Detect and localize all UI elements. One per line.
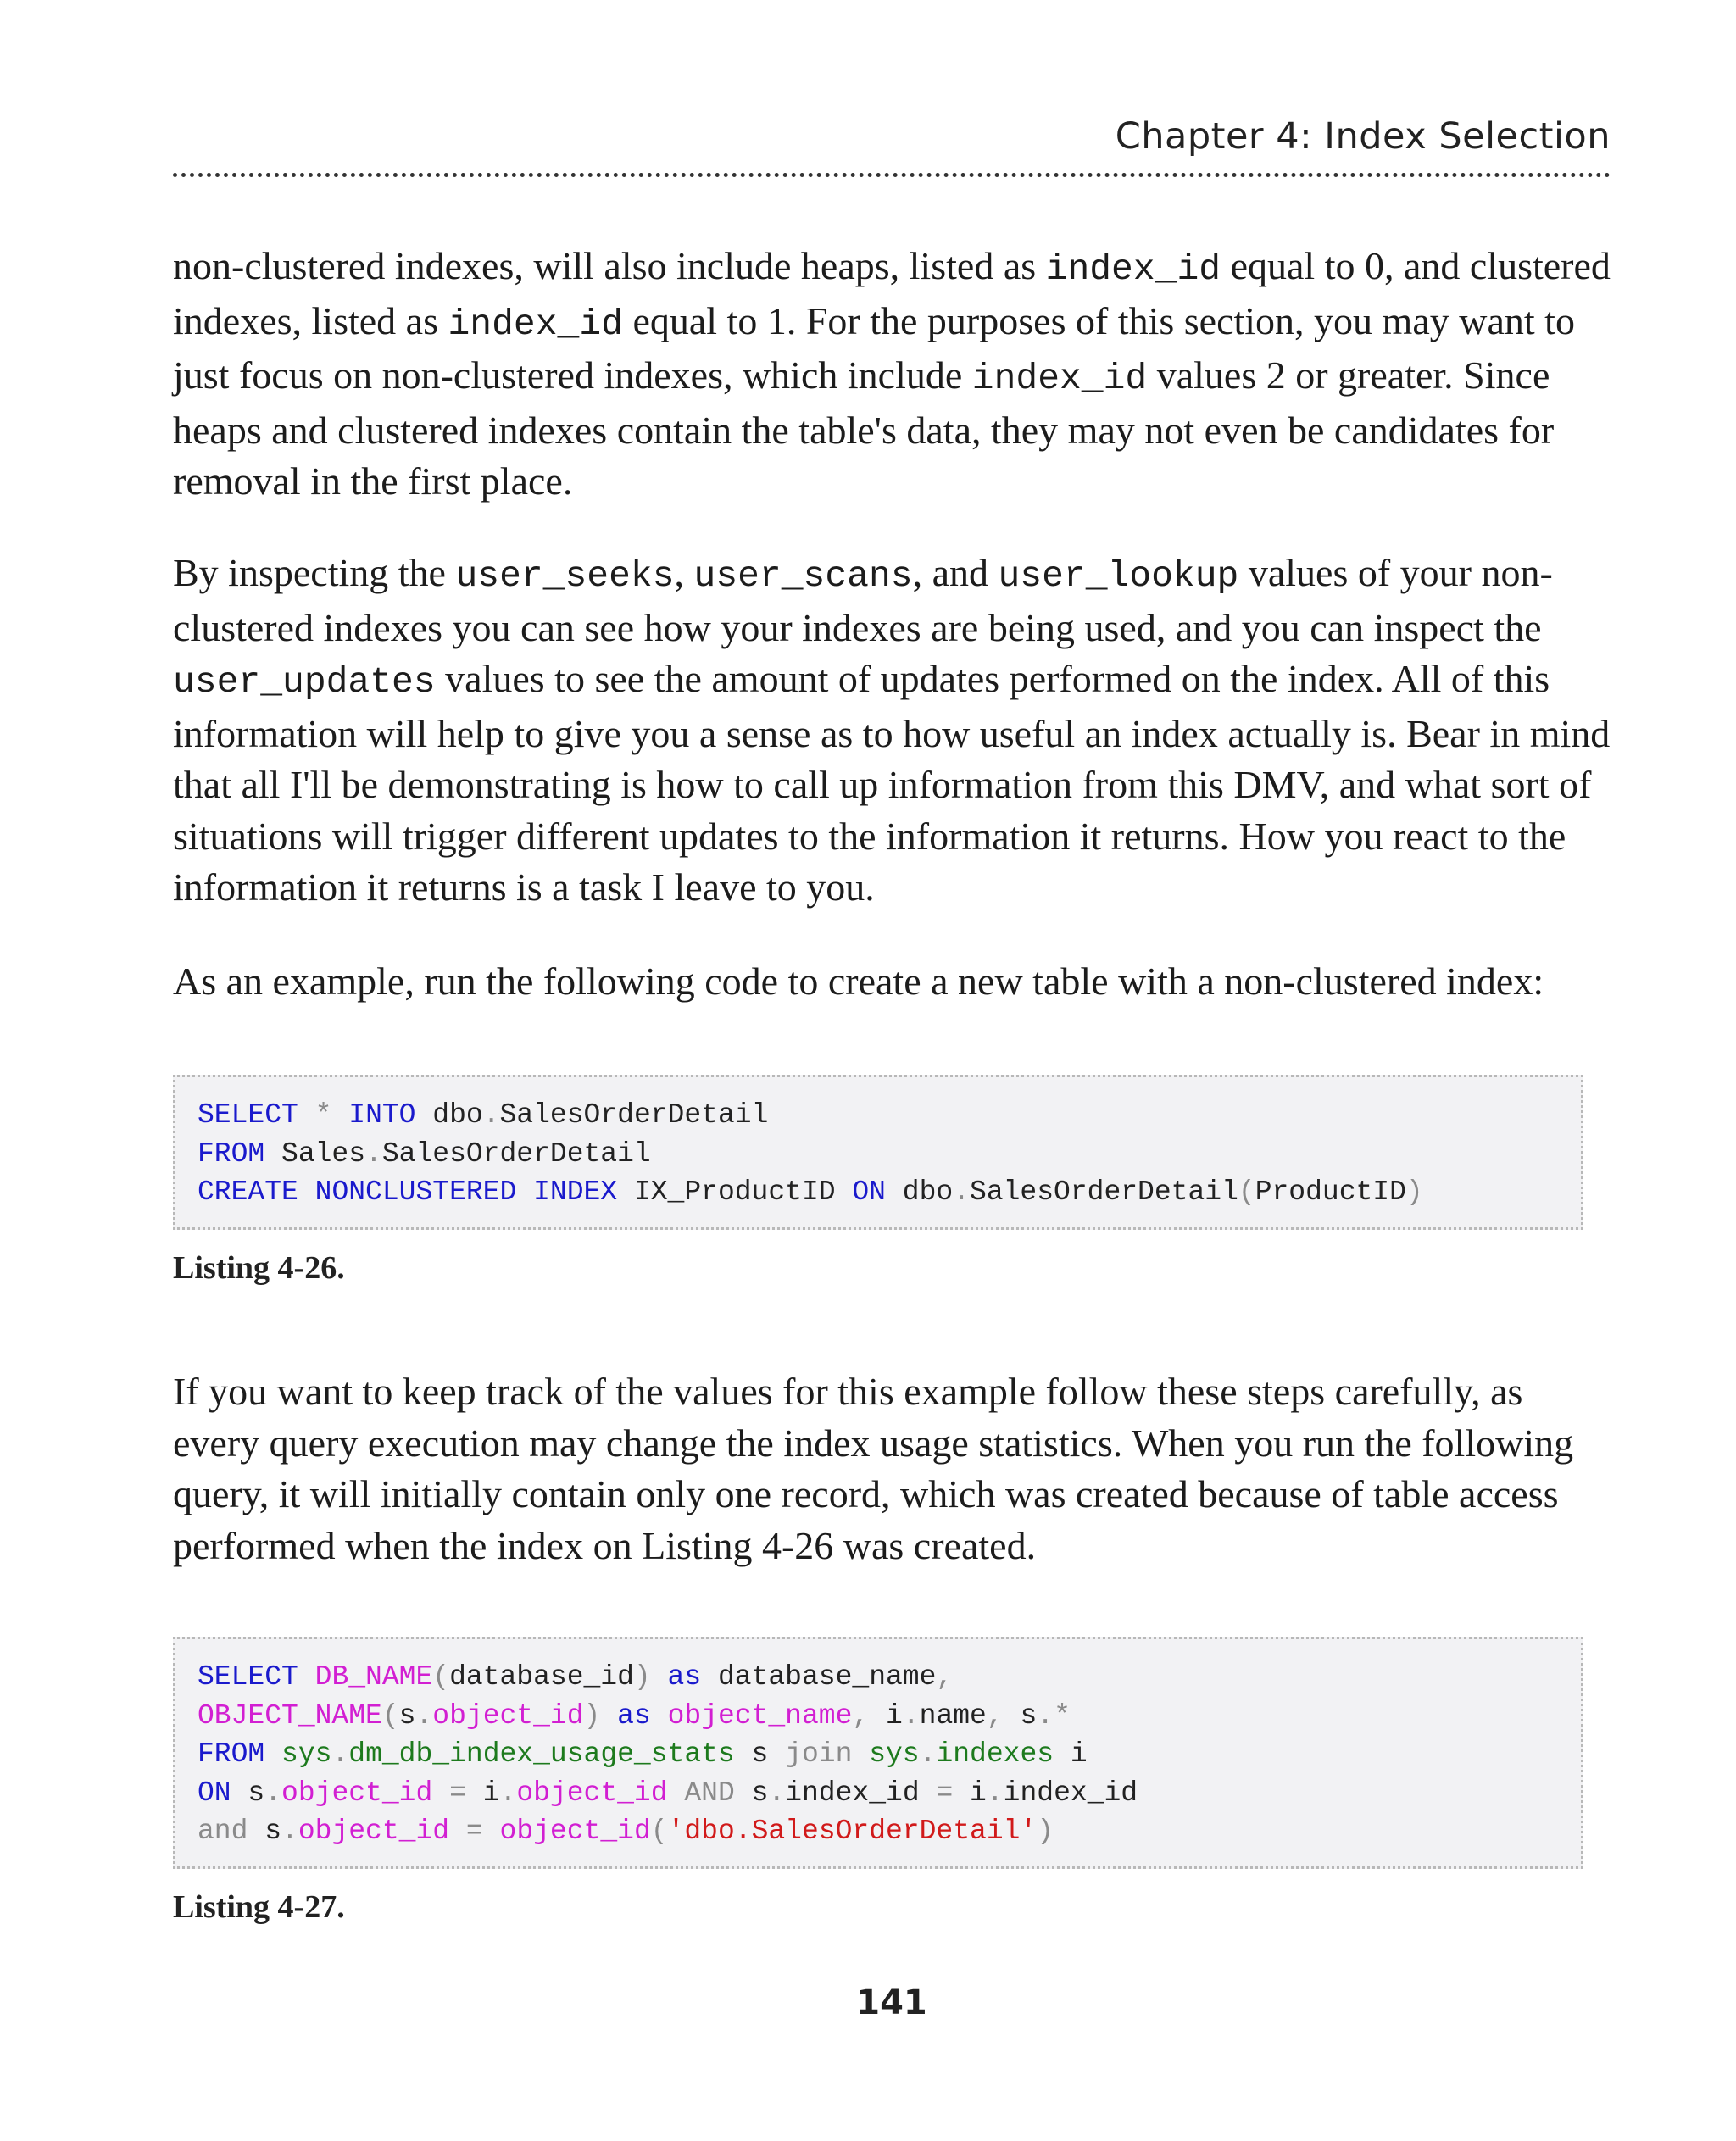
code-token: NONCLUSTERED	[314, 1176, 517, 1208]
running-header: Chapter 4: Index Selection	[1115, 115, 1611, 158]
code-token: i	[869, 1699, 903, 1732]
code-token: s	[398, 1699, 416, 1732]
code-line	[198, 1812, 1569, 1851]
code-token	[331, 1099, 348, 1131]
code-token: (	[432, 1661, 450, 1693]
code-token: object_id	[499, 1816, 651, 1847]
code-token: .	[365, 1137, 382, 1170]
code-token: .	[331, 1738, 349, 1770]
code-line	[198, 1658, 1569, 1697]
code-token	[264, 1738, 281, 1770]
text-run: equal to 0, and clustered indexes, listed as	[173, 244, 1611, 342]
code-token: database_id	[449, 1661, 634, 1693]
code-line	[198, 1173, 1569, 1212]
code-token: (	[1238, 1176, 1255, 1208]
code-line	[198, 1096, 1569, 1135]
code-token: join	[785, 1738, 853, 1770]
code-token: s	[1003, 1699, 1038, 1732]
code-token: )	[583, 1699, 601, 1732]
text-run: values 2 or greater. Since heaps and clustered indexes contain the table's data, they may not even be candidates for removal in the first place.	[173, 353, 1555, 503]
code-line	[198, 1735, 1569, 1774]
code-token: object_id	[281, 1777, 433, 1809]
code-token: i	[1054, 1738, 1088, 1770]
code-token: DB_NAME	[314, 1661, 433, 1693]
text-run: By inspecting the	[173, 551, 456, 594]
code-token: name	[919, 1699, 987, 1732]
code-token: )	[633, 1661, 651, 1693]
code-token: s	[231, 1777, 265, 1809]
listing-caption-4-27: Listing 4-27.	[173, 1889, 345, 1925]
code-token: *	[314, 1099, 332, 1131]
code-token: )	[1405, 1176, 1423, 1208]
code-token	[298, 1176, 315, 1208]
code-token: s	[248, 1816, 282, 1847]
code-token: ,	[852, 1699, 870, 1732]
code-token	[449, 1816, 466, 1847]
code-token: ON	[852, 1176, 886, 1208]
code-token: SELECT	[198, 1661, 298, 1693]
code-token: .	[1037, 1699, 1054, 1732]
code-token: as	[667, 1661, 702, 1693]
code-token: ,	[986, 1699, 1004, 1732]
code-token: .	[768, 1777, 786, 1809]
code-token: index_id	[1003, 1777, 1138, 1809]
code-token: .	[415, 1699, 433, 1732]
code-token	[432, 1777, 449, 1809]
code-token: SalesOrderDetail	[970, 1176, 1238, 1208]
code-token: )	[1037, 1816, 1054, 1847]
code-token: INTO	[348, 1099, 416, 1131]
code-token: FROM	[198, 1738, 265, 1770]
code-token	[483, 1816, 500, 1847]
code-token	[516, 1176, 533, 1208]
header-divider	[173, 173, 1611, 177]
code-token	[298, 1099, 315, 1131]
text-run: non-clustered indexes, will also include heaps, listed as	[173, 244, 1046, 287]
inline-code: index_id	[448, 303, 623, 345]
code-token: .	[919, 1738, 937, 1770]
code-token	[298, 1661, 315, 1693]
code-token: .	[986, 1777, 1004, 1809]
code-token	[651, 1700, 668, 1732]
code-token: index_id	[785, 1777, 937, 1809]
listing-caption-4-26: Listing 4-26.	[173, 1250, 345, 1286]
page-number: 141	[856, 1983, 927, 2022]
code-token: .	[264, 1777, 282, 1809]
inline-code: user_lookup	[998, 555, 1239, 597]
code-token: s	[734, 1777, 769, 1809]
code-token: object_id	[298, 1816, 450, 1847]
code-token: object_id	[432, 1699, 584, 1732]
inline-code: index_id	[1045, 248, 1221, 290]
code-token: Sales	[264, 1137, 366, 1170]
code-token: =	[465, 1816, 483, 1847]
code-token: FROM	[198, 1137, 265, 1170]
code-token: INDEX	[533, 1176, 618, 1208]
code-token: i	[465, 1777, 500, 1809]
code-token: .	[482, 1099, 500, 1131]
code-line	[198, 1697, 1569, 1736]
code-token: (	[650, 1816, 668, 1847]
text-run: ,	[674, 551, 694, 594]
text-run: values to see the amount of updates performed on the index. All of this information will help to give you a sense as to how useful an index actually is. Bear in mind that all I'll be demonstrating is how to call up information from this DMV, and what sort of situations will trigger different updates to the information it returns. How you react to the information it returns is a task I leave to you.	[173, 657, 1611, 909]
paragraph-usage-columns	[173, 548, 1611, 914]
code-token: SalesOrderDetail	[381, 1137, 651, 1170]
inline-code: index_id	[971, 358, 1148, 399]
code-token: CREATE	[198, 1176, 298, 1208]
code-token: .	[953, 1176, 971, 1208]
code-token: as	[617, 1699, 651, 1732]
code-token: *	[1054, 1699, 1071, 1732]
code-token: sys	[869, 1738, 920, 1770]
code-token: object_name	[667, 1699, 853, 1732]
inline-code: user_scans	[693, 555, 913, 597]
code-listing-4-27	[173, 1637, 1583, 1869]
paragraph-heaps-clustered	[173, 241, 1611, 508]
code-token: .	[902, 1699, 920, 1732]
code-token	[852, 1738, 869, 1770]
code-token: SELECT	[198, 1099, 298, 1131]
code-token: =	[449, 1777, 466, 1809]
code-token: 'dbo.SalesOrderDetail'	[667, 1816, 1038, 1847]
code-token: .	[281, 1816, 298, 1847]
code-token: (	[381, 1699, 399, 1732]
code-line	[198, 1774, 1569, 1813]
paragraph-track-values: If you want to keep track of the values for this example follow these steps carefully, as every query execution may change the index usage statistics. When you run the following query, it will initially contain only one record, which was created because of table access performed when the index on Listing 4-26 was created.	[173, 1370, 1574, 1567]
code-token: sys	[281, 1738, 332, 1770]
code-token: dbo	[415, 1099, 483, 1131]
text-run: values of your non-clustered indexes you can see how your indexes are being used, and you can inspect the	[173, 551, 1553, 649]
code-token: database_name	[701, 1661, 937, 1693]
code-token: s	[734, 1738, 786, 1770]
code-token: indexes	[936, 1738, 1054, 1770]
code-token: OBJECT_NAME	[198, 1699, 382, 1732]
paragraph-example-intro: As an example, run the following code to create a new table with a non-clustered index:	[173, 959, 1544, 1003]
code-token: IX_ProductID	[617, 1176, 853, 1208]
code-listing-4-26	[173, 1075, 1583, 1230]
code-token	[600, 1700, 617, 1732]
code-token: SalesOrderDetail	[499, 1099, 769, 1131]
code-token: and	[198, 1816, 248, 1847]
code-token: .	[499, 1777, 517, 1809]
code-token	[651, 1661, 668, 1693]
code-token: dm_db_index_usage_stats	[348, 1738, 735, 1770]
code-token: ,	[936, 1661, 954, 1693]
code-token: AND	[684, 1777, 735, 1809]
code-line	[198, 1135, 1569, 1174]
code-token: object_id	[516, 1777, 668, 1809]
code-token: ProductID	[1255, 1176, 1406, 1208]
code-token: ON	[198, 1777, 231, 1809]
inline-code: user_updates	[173, 661, 436, 703]
text-run: , and	[912, 551, 999, 594]
text-run: equal to 1. For the purposes of this section, you may want to just focus on non-clustered indexes, which include	[173, 298, 1575, 397]
code-token: i	[953, 1777, 987, 1809]
code-token: dbo	[885, 1176, 954, 1208]
code-token	[668, 1777, 685, 1809]
code-token: =	[936, 1777, 954, 1809]
inline-code: user_seeks	[455, 555, 675, 597]
